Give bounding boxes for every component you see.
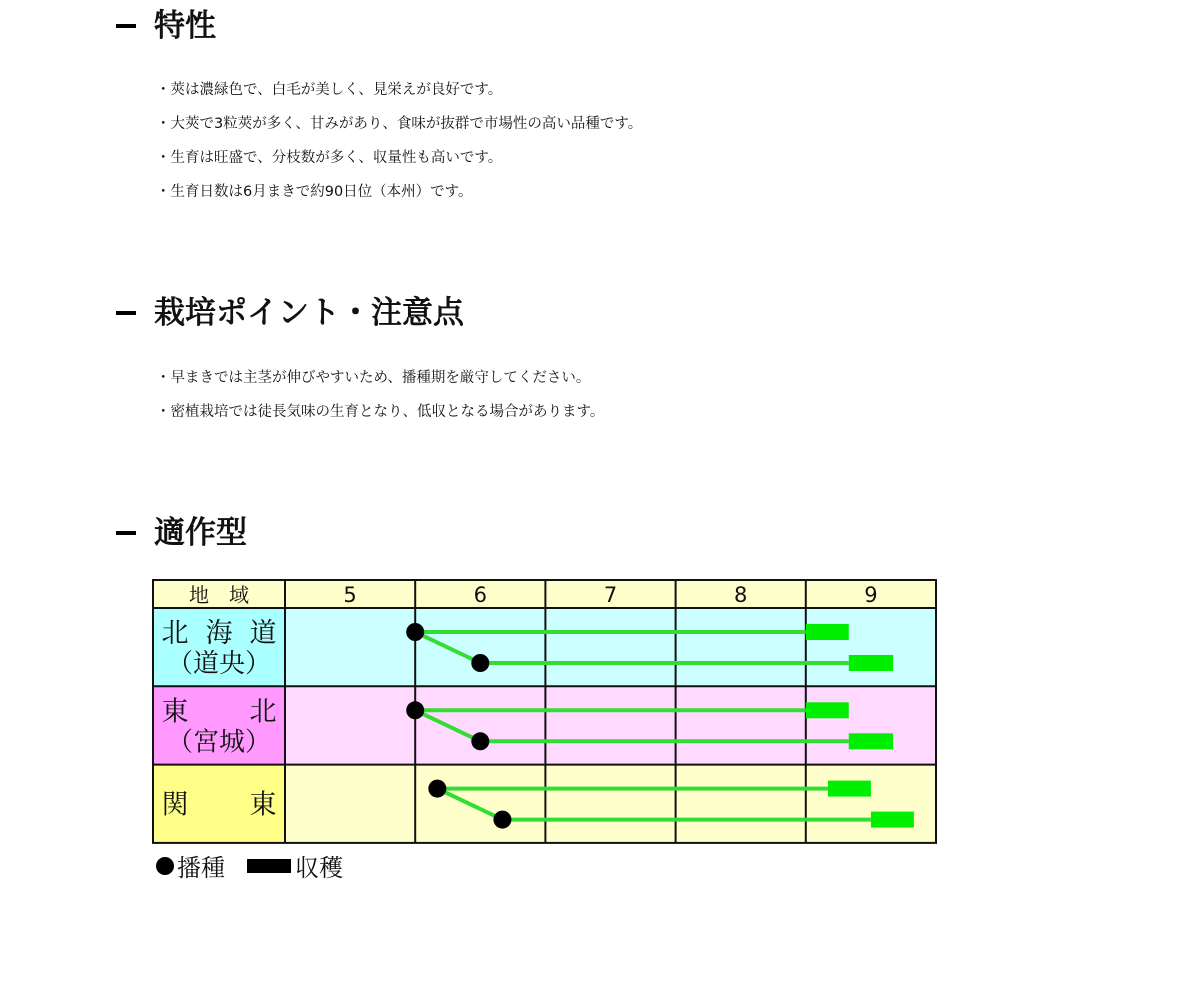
month-label: 5 [343,583,357,607]
harvest-bar [806,702,849,718]
region-name: 道 [249,618,277,649]
sowing-dot [471,654,489,672]
legend-harvest-label: 収穫 [295,854,343,882]
header-region-label: 地 域 [189,583,249,607]
list-item: ・ 早まきでは主茎が伸びやすいため、播種期を厳守してください。 [156,361,604,395]
subregion-name: （宮城） [166,727,272,758]
region-name: 関 [161,789,189,821]
list-item: ・ 大莢で3粒莢が多く、甘みがあり、食味が抜群で市場性の高い品種です。 [156,107,642,141]
schedule-title-text: 適作型 [154,515,247,551]
sowing-dot [406,623,424,641]
list-item: ・ 密植栽培では徒長気味の生育となり、低収となる場合があります。 [156,395,604,429]
traits-title-text: 特性 [154,8,216,44]
sowing-dot [493,811,511,829]
list-item: ・ 生育は旺盛で、分枝数が多く、収量性も高いです。 [156,141,642,175]
sowing-dot [428,780,446,798]
sowing-dot-icon [156,857,174,875]
harvest-bar [849,733,893,749]
harvest-bar-icon [247,859,291,873]
legend-sowing-label: 播種 [177,854,225,882]
cultivation-title-text: 栽培ポイント・注意点 [154,295,464,331]
month-label: 8 [734,583,748,607]
sowing-dot [406,701,424,719]
month-label: 7 [603,583,618,607]
region-name: 北 [249,696,277,728]
chart-legend [156,848,343,883]
region-name: 北 [161,618,189,649]
region-row [285,686,936,764]
region-name: 東 [249,789,277,821]
list-item: ・ 莢は濃緑色で、白毛が美しく、見栄えが良好です。 [156,73,642,107]
harvest-bar [871,812,914,828]
region-row [285,765,936,843]
month-label: 6 [473,583,487,607]
harvest-bar [849,655,893,671]
subregion-name: （道央） [166,649,272,679]
region-row [285,608,936,686]
harvest-bar [828,781,871,797]
region-name: 海 [205,618,233,649]
list-item: ・ 生育日数は6月まきで約90日位（本州）です。 [156,175,642,209]
region-name: 東 [161,696,189,728]
month-label: 9 [864,583,878,607]
harvest-bar [806,624,849,640]
sowing-dot [471,732,489,750]
